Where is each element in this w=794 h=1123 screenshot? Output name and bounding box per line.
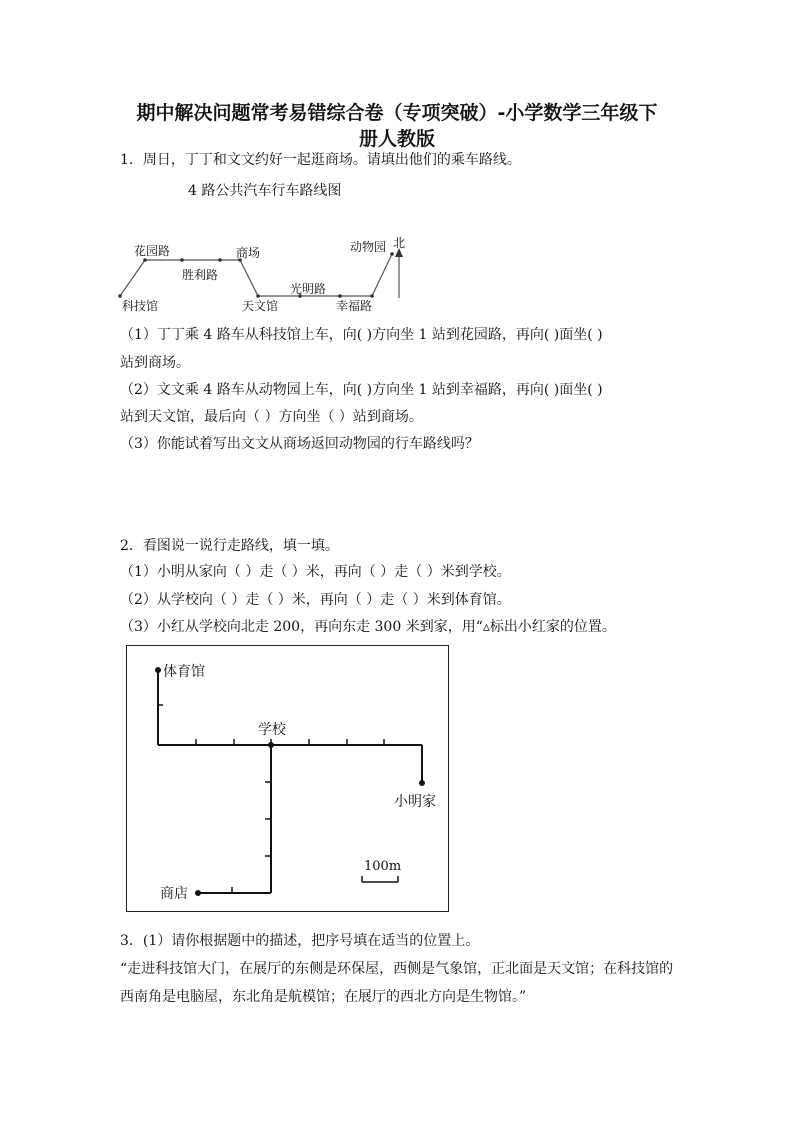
school-dot [268,742,274,748]
document-title-line2: 册人教版 [358,128,435,150]
station-shengli: 胜利路 [182,268,219,282]
q2-part3: （3）小红从学校向北走 200，再向东走 300 米到家，用“▵标出小红家的位置。 [120,619,616,635]
station-keji: 科技馆 [122,299,159,313]
q3-stem: 3．(1）请你根据题中的描述，把序号填在适当的位置上。 [120,933,480,949]
q1-part2-line2: 站到天文馆，最后向（ ）方向坐（ ）站到商场。 [120,409,423,425]
store-label: 商店 [160,886,188,902]
stop-dongwuyuan-dot [390,252,394,256]
gym-dot [155,667,161,673]
station-dongwuyuan: 动物园 [350,240,387,254]
q1-part1-line2: 站到商场。 [120,355,190,371]
station-guangming: 光明路 [290,282,327,296]
north-label: 北 [393,236,406,250]
scale-label: 100m [364,859,402,874]
walking-route-map [126,645,450,913]
q1-map-title: 4 路公共汽车行车路线图 [188,183,342,199]
q1-part3: （3）你能试着写出文文从商场返回动物园的行车路线吗？ [120,436,479,452]
store-dot [195,890,201,896]
stop-dot [218,258,222,262]
home-label: 小明家 [394,794,436,810]
document-title-line1: 期中解决问题常考易错综合卷（专项突破）-小学数学三年级下 [136,102,658,124]
station-shangchang: 商场 [236,246,261,260]
home-dot [419,780,425,786]
gym-label: 体育馆 [163,664,205,680]
station-xingfu: 幸福路 [336,299,373,313]
station-tianwen: 天文馆 [242,299,279,313]
q1-stem: 1．周日，丁丁和文文约好一起逛商场。请填出他们的乘车路线。 [120,152,521,168]
q2-stem: 2．看图说一说行走路线，填一填。 [120,538,339,554]
stop-shengli-dot [180,258,184,262]
q3-quote-line2: 西南角是电脑屋，东北角是航模馆；在展厅的西北方向是生物馆。” [120,989,527,1005]
q1-part1-line1: （1）丁丁乘 4 路车从科技馆上车，向( )方向坐 1 站到花园路，再向( )面坐( ) [120,327,603,343]
q1-part2-line1: （2）文文乘 4 路车从动物园上车，向( )方向坐 1 站到幸福路，再向( )面坐( ) [120,382,603,398]
q3-quote-line1: “走进科技馆大门，在展厅的东侧是环保屋，西侧是气象馆，正北面是天文馆；在科技馆的 [120,961,674,977]
q2-part2: （2）从学校向（ ）走（ ）米，再向（ ）走（ ）米到体育馆。 [120,592,511,608]
station-huayuan: 花园路 [134,244,171,258]
school-label: 学校 [258,722,286,738]
q2-part1: （1）小明从家向（ ）走（ ）米，再向（ ）走（ ）米到学校。 [120,564,511,580]
scale-bar [362,876,398,882]
